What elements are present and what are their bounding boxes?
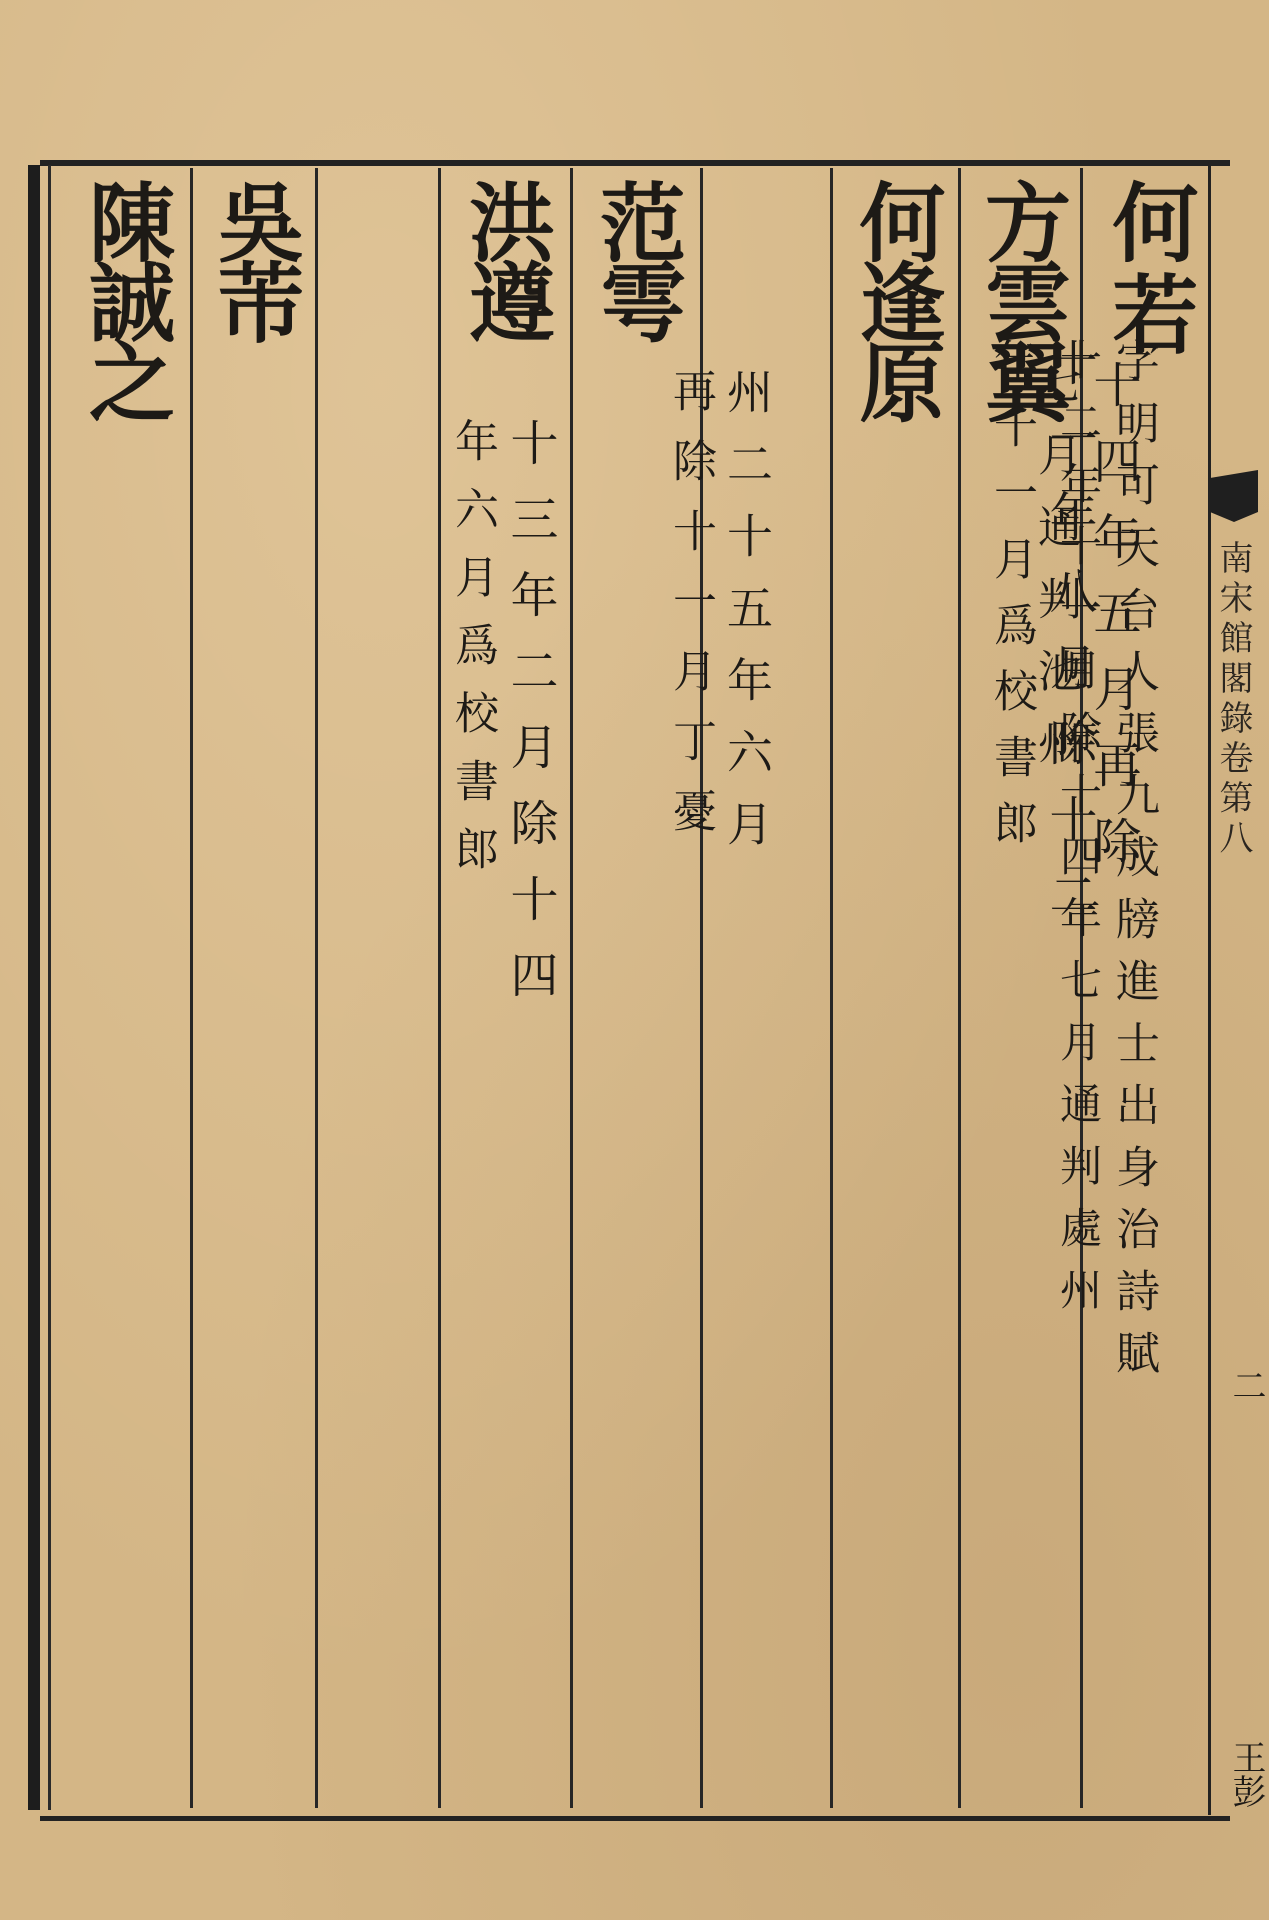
page-number: 二: [1226, 1368, 1266, 1402]
entry-text-line: 十二年十一月除十四年七月通判處州: [1054, 338, 1103, 1330]
entry-text-line: 十三年二月除十四: [502, 418, 558, 1026]
entry-text-line: 十四年五月再除: [1085, 360, 1141, 892]
entry-name: 何若: [1097, 178, 1199, 362]
entry-text-line: 州二十五年六月: [720, 368, 774, 872]
entry-name: 方雲翼: [970, 178, 1071, 418]
entry-text-line: 七月通判池州: [1030, 360, 1081, 792]
carver-name: 王彭: [1226, 1740, 1266, 1808]
entry-text-line: 年十一月爲校書郎: [986, 338, 1037, 866]
entry-text-line: 十一年八月除十二: [1041, 338, 1097, 946]
entry-text-line: 字明可天台人張九成牓進士出身治詩賦: [1108, 338, 1159, 1392]
entry-text-line: 年六月爲校書郎: [447, 418, 498, 894]
entry-name: 何逢原: [844, 178, 946, 418]
entry-text-line: 再除十一月丁憂: [665, 368, 716, 858]
fishtail-mark-icon: [1210, 470, 1258, 530]
entry-name: 范雩: [585, 178, 686, 338]
margin-book-title: 南宋館閣錄卷第八: [1213, 540, 1253, 860]
entry-name: 吳芾: [203, 178, 304, 338]
entry-name: 陳誠之: [74, 178, 175, 418]
entry-name: 洪遵: [454, 178, 555, 338]
